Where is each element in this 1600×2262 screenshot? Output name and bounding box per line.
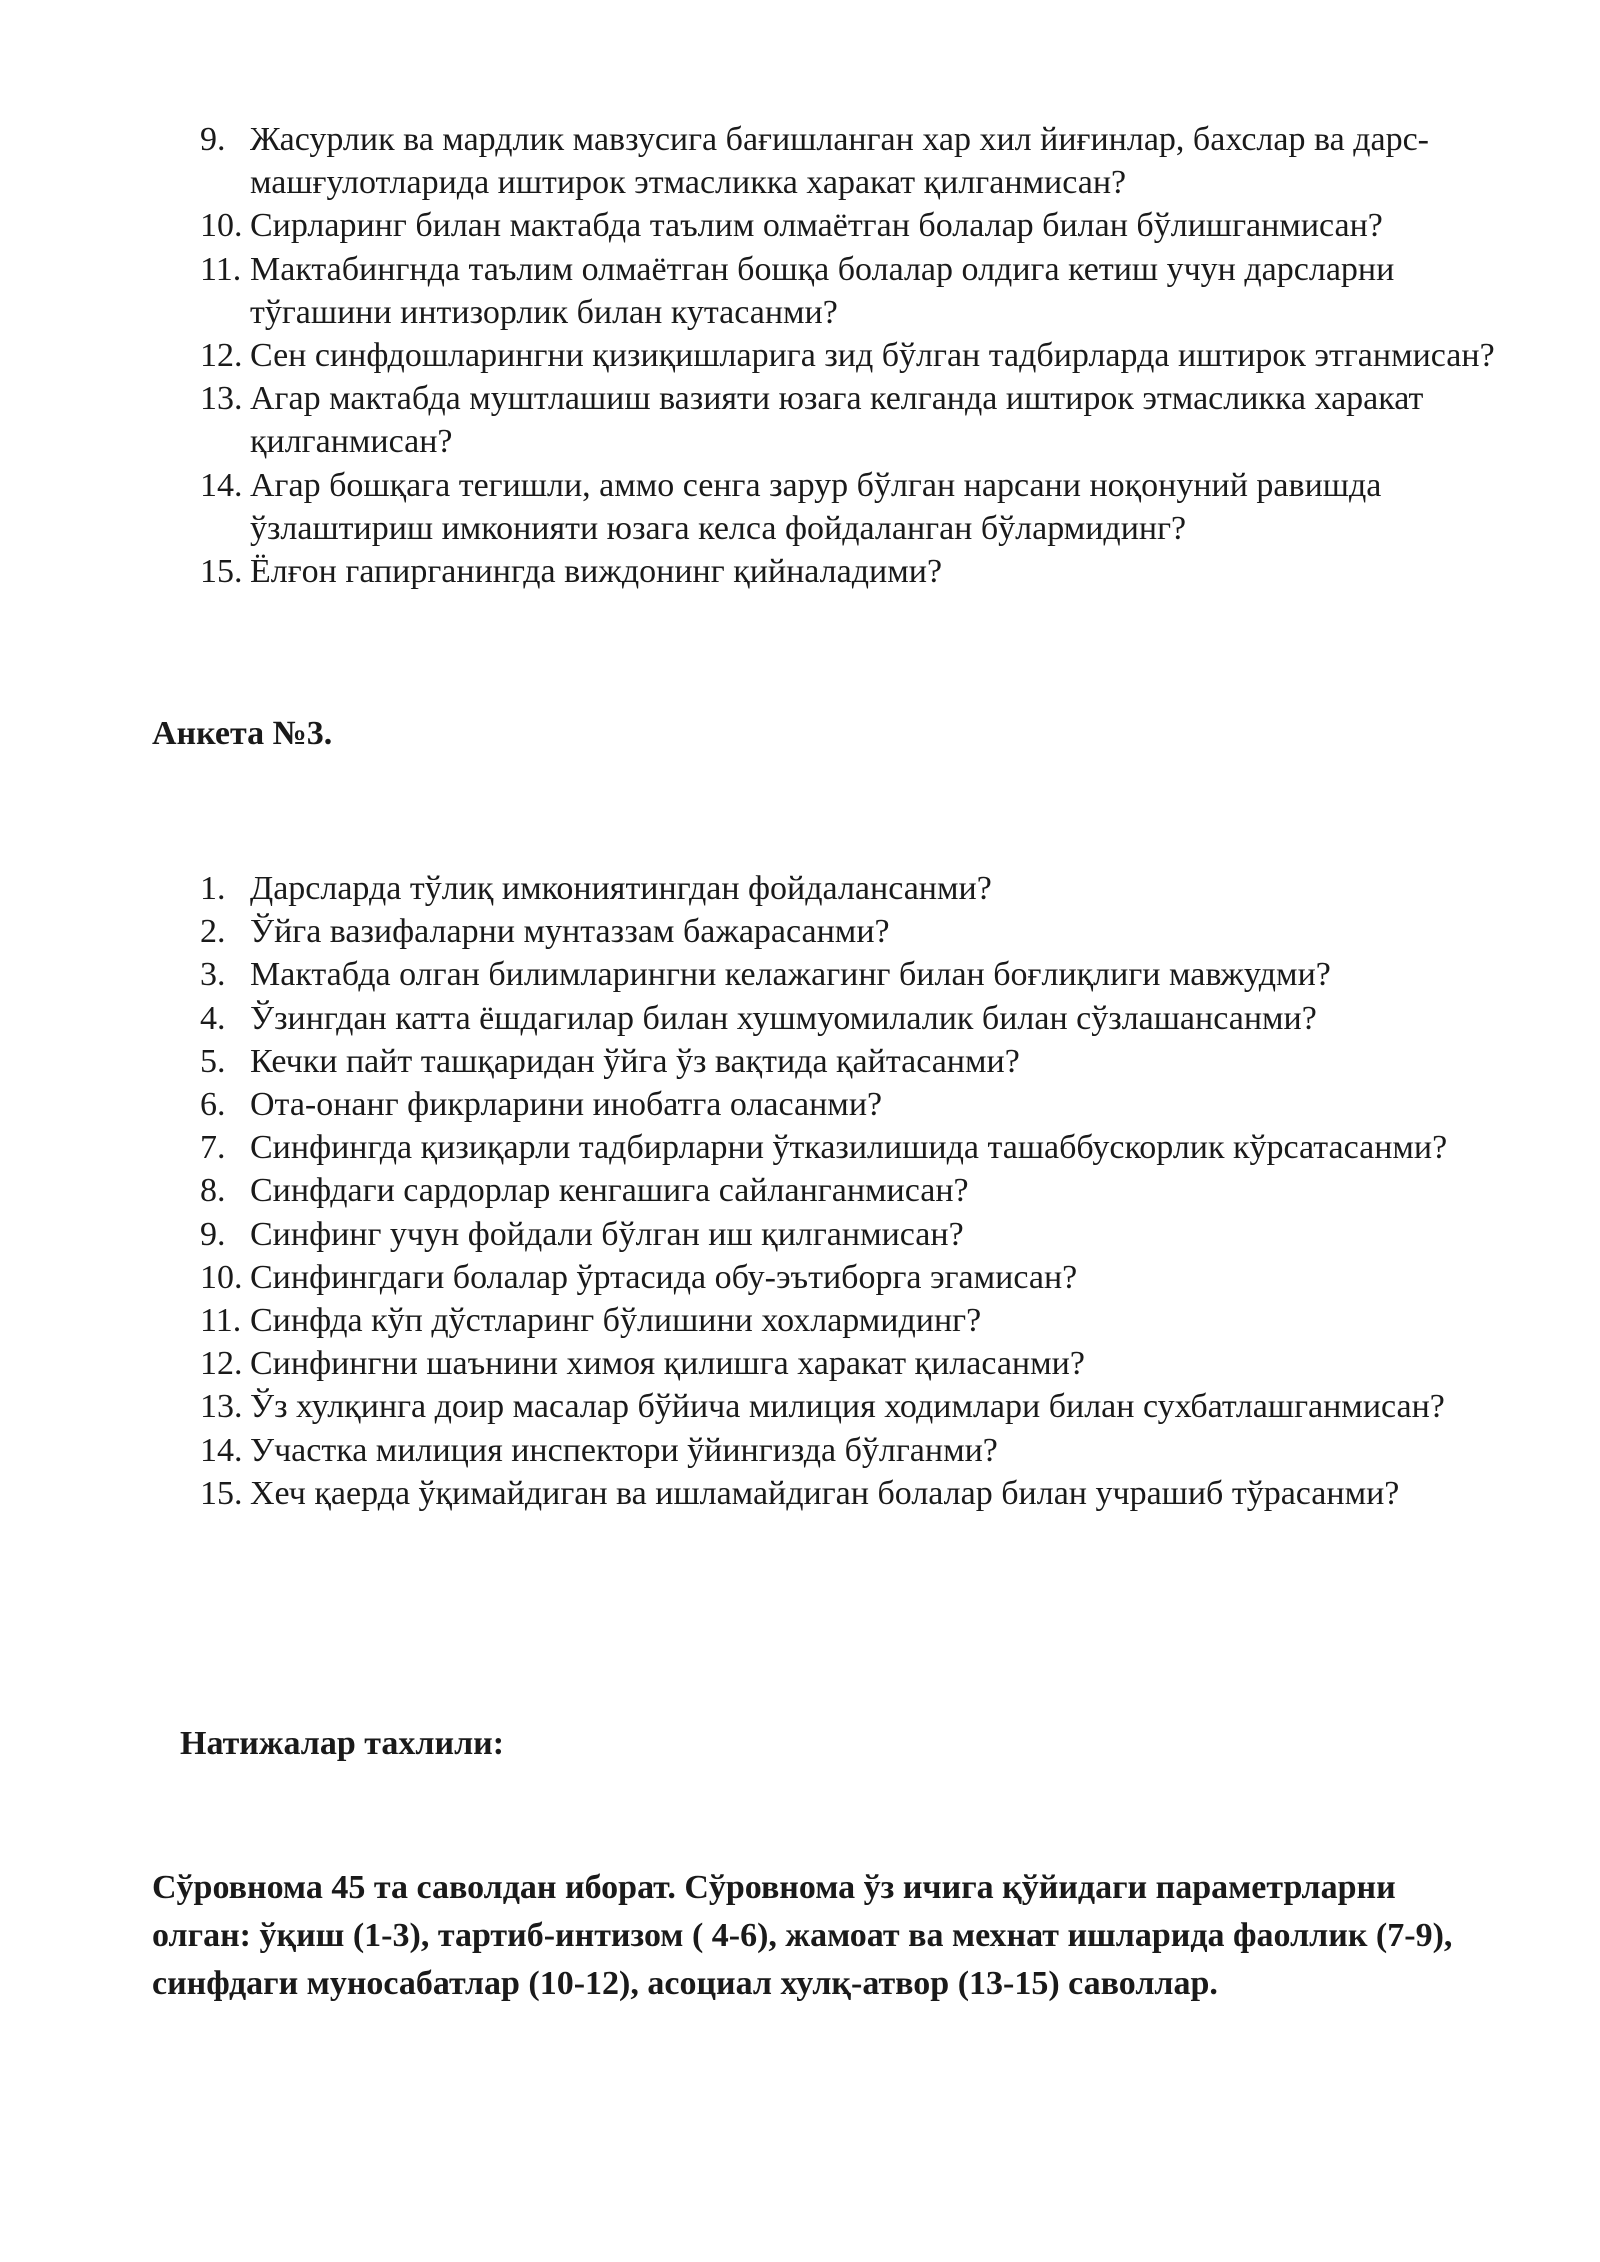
item-number: 1. [200,870,226,907]
item-number: 12. [200,1345,243,1383]
item-number: 10. [200,1258,243,1296]
item-number: 14. [200,466,243,504]
item-text: Синфингда қизиқарли тадбирларни ўтказилишида ташаббускорлик кўрсатасанми? [250,1129,1448,1167]
item-number: 13. [200,380,243,418]
item-text: Мактабингнда таълим олмаётган бошқа болалар олдига кетиш учун дарсларни тўгашини интизорлик билан кутасанми? [250,250,1395,331]
item-number: 13. [200,1388,243,1426]
item-text: Агар мактабда муштлашиш вазияти юзага келганда иштирок этмасликка харакат қилганмисан? [250,380,1424,461]
item-text: Ўзингдан катта ёшдагилар билан хушмуомилалик билан сўзлашансанми? [250,999,1317,1037]
section-heading-results: Натижалар тахлили: [180,1725,505,1762]
list-item [0,248,1600,334]
list-item [0,1385,1600,1428]
section-heading-anketa: Анкета №3. [152,715,333,752]
list-item [0,1299,1600,1342]
item-number: 6. [200,1086,226,1124]
list-item [0,1213,1600,1256]
question-list-anketa-3 [0,867,1600,1515]
item-number: 5. [200,1042,226,1080]
item-number: 15. [200,1474,243,1512]
list-item [0,550,1600,593]
item-number: 8. [200,1172,226,1210]
list-item [0,464,1600,550]
item-text: Участка милиция инспектори ўйингизда бўлганми? [250,1431,998,1469]
item-number: 3. [200,956,226,994]
item-number: 2. [200,913,226,951]
item-number: 9. [200,121,226,158]
summary-paragraph: Сўровнома 45 та саволдан иборат. Сўровнома ўз ичига қўйидаги параметрларни олган: ўқиш (1-3), тартиб-интизом ( 4-6), жамоат ва мехнат ишларида фаоллик (7-9), синфдаги муносабатлар (10-12), асоциал хулқ-атвор (13-15) саволлар. [152,1869,1453,2002]
item-text: Ўйга вазифаларни мунтаззам бажарасанми? [250,913,890,951]
item-text: Хеч қаерда ўқимайдиган ва ишламайдиган болалар билан учрашиб тўрасанми? [250,1474,1400,1512]
list-item [0,204,1600,247]
item-number: 14. [200,1431,243,1469]
item-number: 7. [200,1129,226,1167]
question-list-continued [0,118,1600,593]
item-number: 15. [200,553,243,591]
item-text: Синфинг учун фойдали бўлган иш қилганмисан? [250,1215,964,1253]
item-text: Ўз хулқинга доир масалар бўйича милиция ходимлари билан сухбатлашганмисан? [250,1388,1445,1426]
list-item [0,953,1600,996]
list-item [0,1126,1600,1169]
list-item [0,1040,1600,1083]
item-text: Дарсларда тўлиқ имкониятингдан фойдалансанми? [250,870,992,907]
item-number: 11. [200,1302,242,1340]
list-item [0,1342,1600,1385]
item-number: 10. [200,207,243,245]
item-text: Синфдаги сардорлар кенгашига сайланганмисан? [250,1172,969,1210]
list-item [0,118,1600,204]
item-text: Синфингни шаънини химоя қилишга харакат қиласанми? [250,1345,1085,1383]
item-text: Сирларинг билан мактабда таълим олмаётган болалар билан бўлишганмисан? [250,207,1383,245]
item-text: Синфда кўп дўстларинг бўлишини хохлармидинг? [250,1302,982,1340]
item-text: Жасурлик ва мардлик мавзусига бағишланган хар хил йиғинлар, бахслар ва дарс-машғулотларида иштирок этмасликка харакат қилганмисан? [250,121,1429,202]
item-number: 11. [200,250,242,288]
list-item [0,334,1600,377]
item-number: 9. [200,1215,226,1253]
item-text: Сен синфдошларингни қизиқишларига зид бўлган тадбирларда иштирок этганмисан? [250,337,1495,375]
item-text: Кечки пайт ташқаридан ўйга ўз вақтида қайтасанми? [250,1042,1020,1080]
list-item [0,867,1600,910]
item-number: 12. [200,337,243,375]
list-item [0,1472,1600,1515]
item-number: 4. [200,999,226,1037]
item-text: Мактабда олган билимларингни келажагинг билан боғлиқлиги мавжудми? [250,956,1331,994]
list-item [0,1429,1600,1472]
item-text: Ота-онанг фикрларини инобатга оласанми? [250,1086,883,1124]
list-item [0,377,1600,463]
list-item [0,1083,1600,1126]
list-item [0,910,1600,953]
item-text: Агар бошқага тегишли, аммо сенга зарур бўлган нарсани ноқонуний равишда ўзлаштириш имконияти юзага келса фойдаланган бўлармидинг? [250,466,1382,547]
list-item [0,997,1600,1040]
list-item [0,1169,1600,1212]
item-text: Ёлғон гапирганингда виждонинг қийналадими? [250,553,943,591]
item-text: Синфингдаги болалар ўртасида обу-эътиборга эгамисан? [250,1258,1078,1296]
list-item [0,1256,1600,1299]
